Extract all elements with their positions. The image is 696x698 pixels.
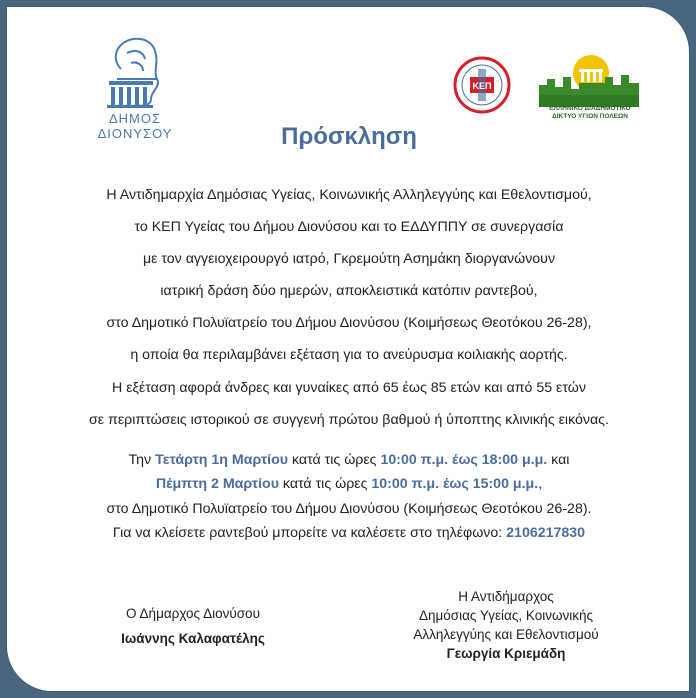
kep-logo-text: ΚΕΠ xyxy=(472,81,492,91)
schedule-location: στο Δημοτικό Πολυϊατρείο του Δήμου Διονύσου (Κοιμήσεως Θεοτόκου 26-28). xyxy=(106,500,592,517)
signature-name: Γεωργία Κριεμάδη xyxy=(446,646,566,661)
schedule-text: κατά τις ώρες xyxy=(288,452,381,468)
signature-mayor xyxy=(81,605,305,646)
signature-deputy-mayor xyxy=(383,588,629,664)
page-title: Πρόσκληση xyxy=(281,123,417,150)
eddyppy-logo-line: ΔΙΚΤΥΟ ΥΓΙΩΝ ΠΟΛΕΩΝ xyxy=(552,113,628,120)
signature-role: Η Αντιδήμαρχος xyxy=(458,589,554,604)
body-line: ιατρική δράση δύο ημερών, αποκλειστικά κατόπιν ραντεβού, xyxy=(160,283,538,300)
body-line: σε περιπτώσεις ιστορικού σε συγγενή πρώτου βαθμού ή ύποπτης κλινικής εικόνας. xyxy=(89,411,609,428)
municipality-logo-line: ΔΗΜΟΣ xyxy=(108,111,162,126)
body-line: Η Αντιδημαρχία Δημόσιας Υγείας, Κοινωνικής Αλληλεγγύης και Εθελοντισμού, xyxy=(106,187,592,203)
schedule-text: και xyxy=(547,452,570,468)
body-line: με τον αγγειοχειρουργό ιατρό, Γκρεμούτη Ασημάκη διοργανώνουν xyxy=(142,251,556,268)
eddyppy-logo xyxy=(539,51,639,107)
body-line: στο Δημοτικό Πολυϊατρείο του Δήμου Διονύσου (Κοιμήσεως Θεοτόκου 26-28), xyxy=(106,315,592,332)
kep-health-logo xyxy=(452,55,512,115)
schedule-day-2 xyxy=(7,474,691,498)
eddyppy-logo-text xyxy=(537,105,643,121)
eddyppy-logo-line: ΕΛΛΗΝΙΚΟ ΔΙΑΔΗΜΟΤΙΚΟ xyxy=(549,105,631,112)
schedule-text: Την xyxy=(128,452,156,468)
schedule-day-1 xyxy=(7,450,691,474)
invitation-body xyxy=(7,185,691,442)
signature-role: Αλληλεγγύης και Εθελοντισμού xyxy=(413,627,599,642)
schedule-contact xyxy=(7,523,691,547)
body-line: το ΚΕΠ Υγείας του Δήμου Διονύσου και το ΕΔΔΥΠΠΥ σε συνεργασία xyxy=(134,219,564,236)
schedule-day-1-date: Τετάρτη 1η Μαρτίου xyxy=(155,452,289,468)
schedule-block xyxy=(7,450,691,547)
signature-role: Ο Δήμαρχος Διονύσου xyxy=(126,606,260,621)
schedule-day-2-date: Πέμπτη 2 Μαρτίου xyxy=(155,476,279,493)
signature-name: Ιωάννης Καλαφατέλης xyxy=(121,631,265,646)
municipality-logo-line: ΔΙΟΝΥΣΟΥ xyxy=(97,126,173,141)
signature-role: Δημόσιας Υγείας, Κοινωνικής xyxy=(418,608,594,623)
schedule-text: Για να κλείσετε ραντεβού μπορείτε να καλέσετε στο τηλέφωνο: xyxy=(112,524,507,541)
phone-number: 2106217830 xyxy=(506,524,586,541)
schedule-text: κατά τις ώρες xyxy=(278,476,372,493)
body-line: η οποία θα περιλαμβάνει εξέταση για το ανεύρυσμα κοιλιακής αορτής. xyxy=(130,347,568,364)
schedule-day-2-hours: 10:00 π.μ. έως 15:00 μ.μ. xyxy=(371,476,539,493)
invitation-card xyxy=(6,6,690,692)
schedule-text: , xyxy=(538,476,543,493)
body-line: Η εξέταση αφορά άνδρες και γυναίκες από 65 έως 85 ετών και από 55 ετών xyxy=(112,379,586,396)
schedule-day-1-hours: 10:00 π.μ. έως 18:00 μ.μ. xyxy=(380,452,548,468)
